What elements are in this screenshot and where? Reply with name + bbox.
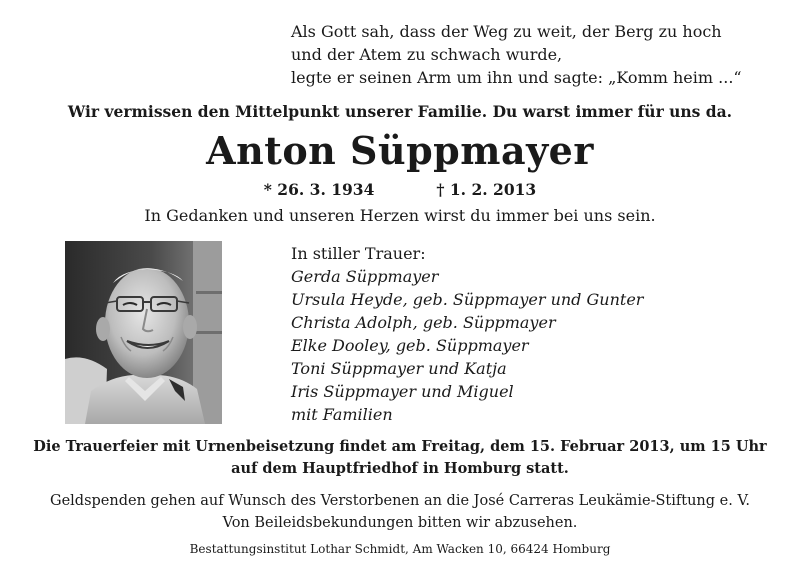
mourners-heading: In stiller Trauer: <box>291 244 426 263</box>
undertaker-info: Bestattungsinstitut Lothar Schmidt, Am Wacken 10, 66424 Homburg <box>189 542 611 556</box>
poem-line: legte er seinen Arm um ihn und sagte: „Komm heim ...“ <box>291 68 742 87</box>
poem <box>291 20 791 89</box>
mourner-name: Christa Adolph, geb. Süppmayer <box>291 313 556 332</box>
tagline: Wir vermissen den Mittelpunkt unserer Familie. Du warst immer für uns da. <box>67 102 733 121</box>
donation-notice <box>0 490 800 534</box>
mourners-list <box>291 242 771 426</box>
mourner-name: Elke Dooley, geb. Süppmayer <box>291 336 529 355</box>
birth-date: * 26. 3. 1934 <box>263 180 375 199</box>
mourner-name: Gerda Süppmayer <box>291 267 439 286</box>
mourner-name: mit Familien <box>291 405 393 424</box>
donation-line: Von Beileidsbekundungen bitten wir abzusehen. <box>222 515 578 531</box>
funeral-line: Die Trauerfeier mit Urnenbeisetzung findet am Freitag, dem 15. Februar 2013, um 15 Uhr <box>33 438 767 455</box>
deceased-name: Anton Süppmayer <box>206 128 594 173</box>
death-date: † 1. 2. 2013 <box>436 180 537 199</box>
remembrance-line: In Gedanken und unseren Herzen wirst du immer bei uns sein. <box>144 206 656 225</box>
mourner-name: Toni Süppmayer und Katja <box>291 359 507 378</box>
life-dates <box>0 180 800 199</box>
poem-line: und der Atem zu schwach wurde, <box>291 45 563 64</box>
portrait-photo <box>65 241 222 424</box>
funeral-notice <box>0 436 800 480</box>
donation-line: Geldspenden gehen auf Wunsch des Verstorbenen an die José Carreras Leukämie-Stiftung e. V. <box>50 493 750 509</box>
mourner-name: Ursula Heyde, geb. Süppmayer und Gunter <box>291 290 644 309</box>
funeral-line: auf dem Hauptfriedhof in Homburg statt. <box>231 460 569 477</box>
poem-line: Als Gott sah, dass der Weg zu weit, der Berg zu hoch <box>291 22 722 41</box>
mourner-name: Iris Süppmayer und Miguel <box>291 382 514 401</box>
